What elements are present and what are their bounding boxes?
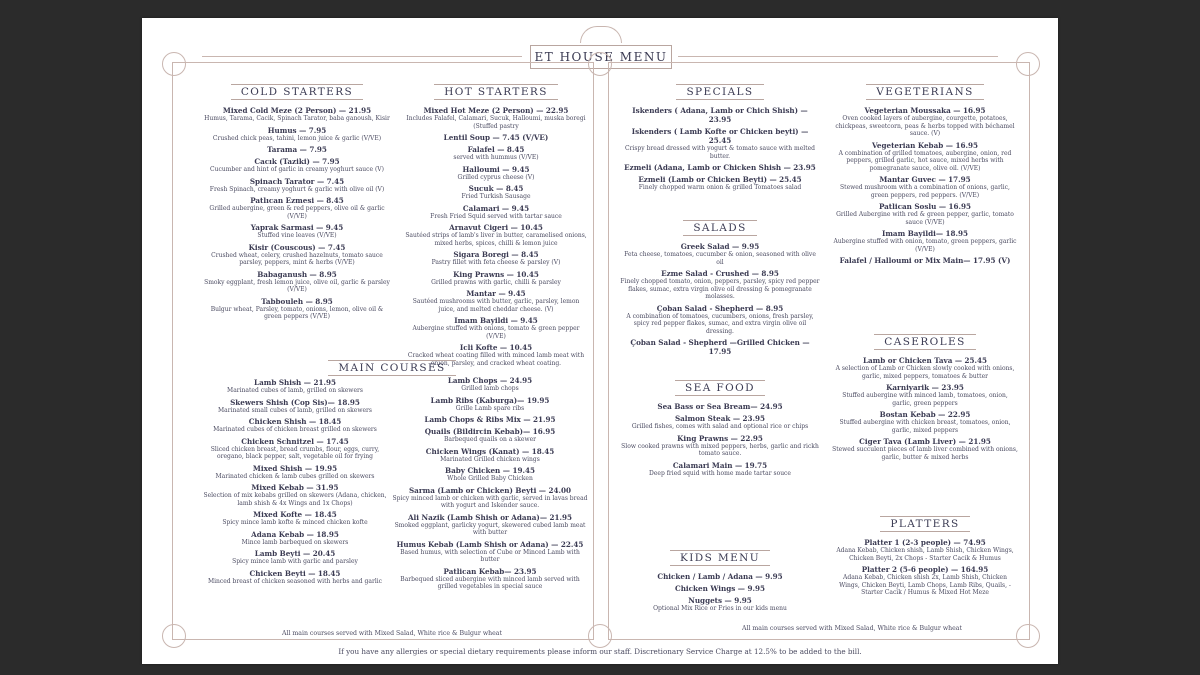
menu-item xyxy=(202,243,392,267)
caseroles-list xyxy=(832,356,1018,461)
specials-list xyxy=(620,106,820,192)
menu-item-name: Chicken Wings (Kanat) — 18.45 xyxy=(425,446,555,456)
menu-item-description: Sautéed strips of lamb's liver in butter, caramelised onions, mixed herbs, spices, chilli & lemon juice xyxy=(405,232,587,247)
menu-item-description: Grilled cyprus cheese (V) xyxy=(457,173,535,181)
corner-ornament xyxy=(588,52,612,76)
corner-ornament xyxy=(162,52,186,76)
menu-title: ET HOUSE MENU xyxy=(530,45,672,69)
menu-item-name: Mixed Cold Meze (2 Person) — 21.95 xyxy=(222,106,372,115)
menu-item-description: Cracked wheat coating filled with minced lamb meat with onion, parsley, and cracked wheat coating. xyxy=(407,352,585,367)
menu-item xyxy=(392,466,588,483)
menu-item-description: Sliced chicken breast, bread crumbs, flour, eggs, curry, oregano, black pepper, salt, vegetable oil for frying xyxy=(210,445,380,460)
corner-ornament xyxy=(162,624,186,648)
menu-item xyxy=(832,106,1018,138)
menu-item xyxy=(620,163,820,172)
menu-sheet xyxy=(142,18,1058,664)
menu-item xyxy=(404,106,588,130)
menu-item-description: Crushed wheat, celery, crushed hazelnuts, tomato sauce parsley, peppers, mint & herbs (V/VE) xyxy=(211,251,383,266)
menu-item xyxy=(392,513,588,537)
menu-item-description: Selection of mix kebabs grilled on skewers (Adana, chicken, lamb shish & 4x Wings and 1x Chops) xyxy=(203,492,387,507)
menu-item-description: Cucumber and hint of garlic in creamy yoghurt sauce (V) xyxy=(210,166,384,173)
menu-item xyxy=(202,196,392,220)
menu-item xyxy=(392,415,588,424)
menu-item-name: Vegeterian Kebab — 16.95 xyxy=(872,140,978,150)
menu-item xyxy=(200,464,390,481)
platters-note: All main courses served with Mixed Salad, White rice & Bulgur wheat xyxy=(742,625,962,632)
menu-item-name: Lamb Chops — 24.95 xyxy=(447,376,533,385)
menu-item-name: Chicken Schnitzel — 17.45 xyxy=(241,436,349,446)
menu-item xyxy=(620,596,820,613)
menu-item xyxy=(202,157,392,174)
menu-item-name: Lamb Beyti — 20.45 xyxy=(254,549,336,558)
menu-item-name: Ezmeli (Lamb or Chicken Beyti) — 25.45 xyxy=(638,175,802,184)
menu-item-name: King Prawns — 10.45 xyxy=(453,269,539,279)
menu-item-name: Quails (Bildircin Kebab)— 16.95 xyxy=(424,427,556,436)
menu-item xyxy=(404,204,588,221)
menu-item xyxy=(392,376,588,393)
salads-list xyxy=(620,242,820,356)
title-flourish-ornament xyxy=(580,26,622,43)
menu-item xyxy=(202,145,392,154)
menu-item-name: Karniyarik — 23.95 xyxy=(886,383,964,392)
menu-item-description: Crushed chick peas, tahini, lemon juice & garlic (V/VE) xyxy=(212,134,382,142)
main-courses-right-list xyxy=(392,376,588,591)
menu-item-name: Arnavut Cigeri — 10.45 xyxy=(449,223,543,232)
section-heading: MAIN COURSES xyxy=(328,360,455,376)
menu-item xyxy=(202,297,392,321)
menu-item-description: Minced breast of chicken seasoned with herbs and garlic xyxy=(207,577,383,585)
menu-item xyxy=(620,242,820,266)
menu-item-description: Crispy bread dressed with yogurt & tomato sauce with melted butter. xyxy=(624,145,816,160)
section-heading: CASEROLES xyxy=(874,334,975,350)
menu-item-description: Whole Grilled Baby Chicken xyxy=(447,475,533,482)
kids-menu-list xyxy=(620,572,820,613)
menu-item-description: Spicy minced lamb or chicken with garlic, served in lavas bread with yogurt and Iskender sauce. xyxy=(392,494,588,509)
menu-item-description: Aubergine stuffed with onions, tomato & green pepper (V/VE) xyxy=(412,325,580,340)
menu-item xyxy=(404,184,588,201)
menu-item-description: Grilled fishes, comes with salad and optional rice or chips xyxy=(631,423,809,430)
menu-item-name: Platter 2 (5-6 people) — 164.95 xyxy=(861,565,989,574)
platters-section xyxy=(832,512,1018,600)
menu-item-name: Mixed Kebab — 31.95 xyxy=(251,483,339,492)
menu-item xyxy=(200,398,390,415)
menu-item xyxy=(202,223,392,240)
menu-item xyxy=(202,177,392,194)
menu-item-description: Marinated cubes of lamb, grilled on skewers xyxy=(227,387,363,394)
menu-item-name: Chicken Shish — 18.45 xyxy=(248,417,342,426)
menu-item-description: Grilled Aubergine with red & green pepper, garlic, tomato sauce (V/VE) xyxy=(836,211,1014,226)
menu-item-description: A combination of grilled tomatoes, aubergine, onion, red peppers, grilled garlic, hot sauce, mixed herbs with pomegranate sauce, olive oil. (V/VE) xyxy=(838,149,1012,172)
menu-item-description: Spicy mince lamb with garlic and parsley xyxy=(232,558,358,565)
menu-item-name: Kisir (Couscous) — 7.45 xyxy=(248,242,346,252)
menu-item-description: Barbequed quails on a skewer xyxy=(443,436,537,443)
menu-item-description: Barbequed sliced aubergine with minced lamb served with grilled vegetables in special sauce xyxy=(400,575,580,590)
menu-item xyxy=(620,414,820,431)
menu-item-name: Mantar — 9.45 xyxy=(466,289,526,298)
menu-item-description: Bulgur wheat, Parsley, tomato, onions, lemon, olive oil & green peppers (V/VE) xyxy=(210,305,384,320)
menu-item-name: Çoban Salad - Shepherd —Grilled Chicken — 17.95 xyxy=(630,338,810,356)
menu-item-description: Stuffed aubergine with chicken breast, tomatoes, onion, garlic, mixed peppers xyxy=(839,419,1011,434)
menu-item xyxy=(832,256,1018,265)
menu-item-name: Spinach Tarator — 7.45 xyxy=(249,176,345,186)
menu-item-name: Lamb or Chicken Tava — 25.45 xyxy=(862,356,988,365)
menu-item xyxy=(404,223,588,247)
menu-item-name: Iskenders ( Lamb Kofte or Chicken beyti) — 25.45 xyxy=(631,127,809,145)
menu-item-name: Çoban Salad - Shepherd — 8.95 xyxy=(656,303,784,313)
menu-item xyxy=(620,269,820,301)
sea-food-section xyxy=(620,376,820,480)
menu-item-name: Chicken / Lamb / Adana — 9.95 xyxy=(657,572,783,581)
menu-item xyxy=(200,483,390,507)
hot-starters-list xyxy=(404,106,588,367)
corner-ornament xyxy=(588,624,612,648)
menu-item xyxy=(832,141,1018,173)
menu-item-description: A combination of tomatoes, cucumbers, onions, fresh parsley, spicy red pepper flakes, sumac, and extra virgin olive oil dressing. xyxy=(626,312,814,335)
menu-item-description: Humus, Tarama, Cacik, Spinach Tarator, baba ganoush, Kisir xyxy=(204,115,390,122)
menu-item xyxy=(620,461,820,478)
section-heading: COLD STARTERS xyxy=(231,84,363,100)
menu-item-description: Fried Turkish Sausage xyxy=(461,193,531,200)
menu-item-description: Marinated small cubes of lamb, grilled on skewers xyxy=(218,406,372,414)
menu-item-description: Marinated chicken & lamb cubes grilled on skewers xyxy=(215,472,375,480)
menu-item xyxy=(404,145,588,162)
menu-item-description: Grilled lamb chops xyxy=(461,385,519,392)
menu-item-description: Finely chopped warm onion & grilled Tomatoes salad xyxy=(638,184,802,191)
sea-food-list xyxy=(620,402,820,477)
menu-item xyxy=(620,584,820,593)
corner-ornament xyxy=(1016,52,1040,76)
menu-item-name: Vegeterian Moussaka — 16.95 xyxy=(864,106,986,115)
menu-item-name: Mixed Hot Meze (2 Person) — 22.95 xyxy=(423,106,569,115)
menu-item-name: Tabbouleh — 8.95 xyxy=(261,296,333,306)
menu-item xyxy=(404,289,588,313)
menu-item xyxy=(202,270,392,294)
menu-item-name: Sigara Boregi — 8.45 xyxy=(453,250,539,259)
menu-item xyxy=(620,434,820,458)
menu-item-name: Mixed Shish — 19.95 xyxy=(252,463,338,473)
menu-item xyxy=(832,175,1018,199)
menu-item xyxy=(200,569,390,586)
menu-item-description: A selection of Lamb or Chicken slowly cooked with onions, garlic, mixed peppers, tomatoes & butter xyxy=(835,365,1015,380)
menu-item-description: Marinated Grilled chicken wings xyxy=(440,455,540,463)
main-courses-left-column xyxy=(200,378,390,588)
menu-item-name: Chicken Wings — 9.95 xyxy=(674,584,765,593)
menu-item-description: Sautéed mushrooms with butter, garlic, parsley, lemon juice, and melted cheddar cheese. (V) xyxy=(412,298,580,313)
menu-item-name: Salmon Steak — 23.95 xyxy=(674,414,766,423)
menu-item-name: King Prawns — 22.95 xyxy=(677,433,763,443)
menu-item xyxy=(620,304,820,336)
hot-starters-section xyxy=(404,80,588,370)
menu-item-name: Halloumi — 9.45 xyxy=(462,164,530,174)
menu-item-description: Spicy mince lamb kofte & minced chicken kofte xyxy=(222,519,368,526)
menu-item-name: Patlican Kebab— 23.95 xyxy=(443,566,537,576)
menu-item-name: Falafel / Halloumi or Mix Main— 17.95 (V) xyxy=(839,256,1011,265)
menu-item-description: served with hummus (V/VE) xyxy=(453,154,539,161)
menu-item-description: Aubergine stuffed with onion, tomato, green peppers, garlic (V/VE) xyxy=(833,238,1017,253)
menu-item xyxy=(832,538,1018,562)
menu-item-description: Stewed mushroom with a combination of onions, garlic, green peppers, red peppers. (V/VE) xyxy=(840,184,1010,199)
menu-item-description: Finely chopped tomato, onion, peppers, parsley, spicy red pepper flakes, sumac, extra virgin olive oil dressing & pomegranate molasses. xyxy=(620,278,820,300)
menu-item xyxy=(620,402,820,411)
menu-item-name: Humus — 7.95 xyxy=(267,125,327,135)
menu-item-name: Cacık (Taziki) — 7.95 xyxy=(254,157,340,166)
section-heading: SPECIALS xyxy=(676,84,763,100)
cold-starters-list xyxy=(202,106,392,321)
menu-item-name: Ciger Tava (Lamb Liver) — 21.95 xyxy=(859,437,991,446)
menu-item-name: Ali Nazik (Lamb Shish or Adana)— 21.95 xyxy=(407,512,573,522)
menu-item xyxy=(202,126,392,143)
menu-item-description: Includes Falafel, Calamari, Sucuk, Halloumi, muska boregi (Stuffed pastry xyxy=(406,115,586,130)
menu-item-name: Imam Bayildi— 18.95 xyxy=(881,229,969,238)
menu-item xyxy=(832,565,1018,597)
menu-item xyxy=(200,417,390,434)
menu-item-name: Lamb Shish — 21.95 xyxy=(254,378,336,387)
menu-item xyxy=(200,437,390,461)
section-heading: SALADS xyxy=(683,220,756,236)
menu-item xyxy=(832,356,1018,380)
menu-item-name: Nuggets — 9.95 xyxy=(688,596,752,605)
kids-menu-section xyxy=(620,546,820,616)
menu-item xyxy=(392,540,588,564)
menu-item xyxy=(832,229,1018,253)
menu-item-description: Slow cooked prawns with mixed peppers, herbs, garlic and rickh tomato sauce. xyxy=(621,442,819,457)
menu-item xyxy=(392,486,588,510)
menu-item xyxy=(404,316,588,340)
menu-item xyxy=(404,165,588,182)
menu-item xyxy=(200,510,390,527)
menu-item-description: Smoked eggplant, garlicky yogurt, skewered cubed lamb meat with butter xyxy=(394,521,586,536)
menu-item xyxy=(404,250,588,267)
menu-item-description: Feta cheese, tomatoes, cucumber & onion, seasoned with olive oil xyxy=(624,251,816,266)
menu-item-name: Patlican Soslu — 16.95 xyxy=(878,202,972,211)
menu-item-name: Skewers Shish (Cop Sis)— 18.95 xyxy=(230,397,360,407)
corner-ornament xyxy=(1016,624,1040,648)
cold-starters-section xyxy=(202,80,392,324)
menu-item-description: Deep fried squid with home made tartar souce xyxy=(649,469,791,477)
section-heading: VEGETERIANS xyxy=(866,84,983,100)
menu-item-name: Sarma (Lamb or Chicken) Beyti — 24.00 xyxy=(408,485,572,495)
menu-item-name: Yaprak Sarmasi — 9.45 xyxy=(250,223,344,232)
menu-item-name: Calamari Main — 19.75 xyxy=(672,460,768,470)
menu-item-description: Based humus, with selection of Cube or Minced Lamb with butter xyxy=(400,548,580,563)
menu-item-description: Oven cooked layers of aubergine, courgette, potatoes, chickpeas, sweetcorn, peas & herbs topped with béchamel sauce. (V) xyxy=(835,115,1015,137)
menu-item xyxy=(404,133,588,142)
menu-item-description: Fresh Fried Squid served with tartar sauce xyxy=(430,212,562,220)
top-ornament-line-right xyxy=(678,56,998,57)
main-courses-note: All main courses served with Mixed Salad, White rice & Bulgur wheat xyxy=(282,630,502,637)
main-courses-left-list xyxy=(200,378,390,585)
menu-item-description: Stuffed vine leaves (V/VE) xyxy=(257,232,337,239)
menu-item-name: Baby Chicken — 19.45 xyxy=(445,466,535,475)
menu-item xyxy=(202,106,392,123)
menu-item xyxy=(832,202,1018,226)
menu-item xyxy=(200,530,390,547)
menu-item-name: Adana Kebab — 18.95 xyxy=(251,529,339,539)
menu-item-description: Stuffed aubergine with minced lamb, tomatoes, onion, garlic, green peppers xyxy=(842,392,1008,407)
menu-item-name: Sea Bass or Sea Bream— 24.95 xyxy=(657,402,783,411)
menu-item-description: Grille Lamb spare ribs xyxy=(455,404,525,412)
vegetarians-list xyxy=(832,106,1018,265)
menu-item-description: Adana Kebab, Chicken shish, Lamb Shish, Chicken Wings, Chicken Beyti, 2x Chops - Starter Cacik & Humus xyxy=(836,547,1014,562)
menu-item-name: Lamb Chops & Ribs Mix — 21.95 xyxy=(424,415,556,424)
menu-item-name: Humus Kebab (Lamb Shish or Adana) — 22.45 xyxy=(396,539,584,549)
vegetarians-section xyxy=(832,80,1018,268)
menu-item xyxy=(620,572,820,581)
menu-item xyxy=(392,427,588,444)
menu-item-description: Grilled aubergine, green & red peppers, olive oil & garlic (V/VE) xyxy=(209,205,385,220)
menu-item-name: Mixed Kofte — 18.45 xyxy=(253,510,337,519)
salads-section xyxy=(620,216,820,359)
specials-section xyxy=(620,80,820,195)
menu-item-name: Tarama — 7.95 xyxy=(267,145,327,154)
menu-item xyxy=(620,106,820,124)
menu-item-description: Grilled prawns with garlic, chilli & parsley xyxy=(431,278,561,286)
menu-item-name: Mantar Guvec — 17.95 xyxy=(879,175,971,184)
menu-item xyxy=(620,338,820,356)
menu-item-description: Mince lamb barbequed on skewers xyxy=(241,538,349,546)
menu-item-name: Babaganush — 8.95 xyxy=(257,269,337,279)
menu-item xyxy=(392,396,588,413)
allergy-footer: If you have any allergies or special dietary requirements please inform our staff. Discretionary Service Charge at 12.5% to be added to the bill. xyxy=(338,647,862,656)
menu-item xyxy=(620,127,820,160)
platters-list xyxy=(832,538,1018,597)
menu-item-name: Falafel — 8.45 xyxy=(467,145,525,154)
menu-item-name: Calamari — 9.45 xyxy=(462,203,530,213)
menu-item xyxy=(200,549,390,566)
menu-item-name: Sucuk — 8.45 xyxy=(468,184,524,193)
menu-item-description: Fresh Spinach, creamy yoghurt & garlic with olive oil (V) xyxy=(209,185,385,193)
menu-item-name: Lentil Soup — 7.45 (V/VE) xyxy=(443,133,549,142)
section-heading: KIDS MENU xyxy=(670,550,770,566)
section-heading: SEA FOOD xyxy=(675,380,765,396)
caseroles-section xyxy=(832,330,1018,464)
menu-item xyxy=(832,383,1018,407)
menu-item-name: Greek Salad — 9.95 xyxy=(680,242,760,251)
section-heading: PLATTERS xyxy=(880,516,969,532)
menu-item-description: Pastry fillet with feta cheese & parsley (V) xyxy=(431,259,561,266)
menu-item xyxy=(200,378,390,395)
menu-item xyxy=(832,410,1018,434)
menu-item-name: Imam Bayildi — 9.45 xyxy=(454,316,538,325)
menu-item-name: Iskenders ( Adana, Lamb or Chich Shish) — 23.95 xyxy=(632,106,808,124)
menu-item-name: Lamb Ribs (Kaburga)— 19.95 xyxy=(430,395,550,405)
main-courses-right-column xyxy=(392,376,588,594)
menu-item-name: Chicken Beyti — 18.45 xyxy=(249,568,341,578)
menu-item xyxy=(392,567,588,591)
menu-item-description: Adana Kebab, Chicken shish 2x, Lamb Shish, Chicken Wings, Chicken Beyti, Lamb Chops, Lamb Ribs, Quails, - Starter Cacik / Humus & Mixed Hot Meze xyxy=(839,574,1011,596)
menu-item-name: Patlıcan Ezmesi — 8.45 xyxy=(250,196,344,205)
menu-item-name: Platter 1 (2-3 people) — 74.95 xyxy=(864,538,986,547)
top-ornament-line-left xyxy=(202,56,522,57)
menu-item-name: Icli Kofte — 10.45 xyxy=(459,343,533,352)
menu-item-description: Stewed succulent pieces of lamb liver combined with onions, garlic, butter & mixed herbs xyxy=(832,446,1018,461)
menu-item xyxy=(404,270,588,287)
menu-item-description: Marinated cubes of chicken breast grilled on skewers xyxy=(213,426,377,433)
menu-item xyxy=(620,175,820,192)
menu-item xyxy=(392,447,588,464)
menu-item-name: Ezmeli (Adana, Lamb or Chicken Shish — 23.95 xyxy=(624,163,816,172)
menu-item-name: Ezme Salad - Crushed — 8.95 xyxy=(661,269,779,278)
menu-item-description: Optional Mix Rice or Fries in our kids menu xyxy=(653,605,787,612)
menu-item xyxy=(832,437,1018,461)
section-heading: HOT STARTERS xyxy=(434,84,558,100)
menu-item-name: Bostan Kebab — 22.95 xyxy=(879,410,971,419)
menu-item-description: Smoky eggplant, fresh lemon juice, olive oil, garlic & parsley (V/VE) xyxy=(204,278,390,293)
